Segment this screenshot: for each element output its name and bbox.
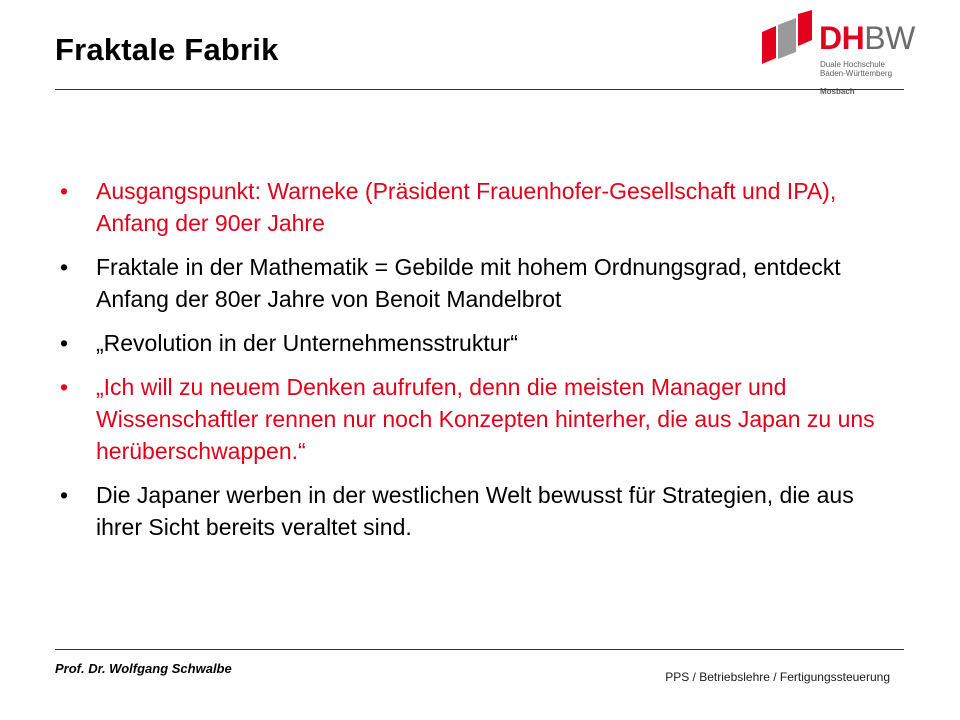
logo-line-1: Duale Hochschule	[820, 60, 885, 69]
header-divider	[55, 89, 904, 90]
bullet-item	[60, 479, 890, 543]
footer-course: PPS / Betriebslehre / Fertigungssteuerung	[665, 670, 890, 684]
bullet-text: Die Japaner werben in der westlichen Welt bewusst für Strategien, die aus ihrer Sicht bereits veraltet sind.	[96, 482, 854, 540]
logo-line-2: Baden-Württemberg	[820, 69, 893, 78]
bullet-text: „Revolution in der Unternehmensstruktur“	[96, 330, 518, 356]
dhbw-logo-icon	[762, 10, 818, 80]
bullet-item	[60, 327, 890, 359]
dhbw-logo	[762, 10, 915, 96]
bullet-item	[60, 251, 890, 315]
bullet-marker: •	[60, 178, 69, 204]
wordmark-bw: BW	[864, 20, 915, 56]
bullet-text: „Ich will zu neuem Denken aufrufen, denn die meisten Manager und Wissenschaftler rennen nur noch Konzepten hinterher, die aus Japan zu uns herüberschwappen.“	[96, 374, 875, 464]
bullet-text: Ausgangspunkt: Warneke (Präsident Frauenhofer-Gesellschaft und IPA), Anfang der 90er Jahre	[96, 178, 837, 236]
footer-author: Prof. Dr. Wolfgang Schwalbe	[55, 661, 232, 676]
bullet-list	[60, 175, 890, 555]
slide-title: Fraktale Fabrik	[55, 32, 279, 67]
bullet-marker: •	[60, 482, 69, 508]
footer-divider	[55, 649, 904, 650]
dhbw-wordmark	[819, 20, 915, 56]
wordmark-dh: DH	[819, 20, 865, 56]
bullet-marker: •	[60, 374, 69, 400]
bullet-item	[60, 175, 890, 239]
bullet-item	[60, 371, 890, 467]
bullet-marker: •	[60, 330, 69, 356]
bullet-text: Fraktale in der Mathematik = Gebilde mit hohem Ordnungsgrad, entdeckt Anfang der 80er Jahre von Benoit Mandelbrot	[96, 254, 841, 312]
logo-location: Mosbach	[820, 87, 855, 96]
bullet-marker: •	[60, 254, 69, 280]
